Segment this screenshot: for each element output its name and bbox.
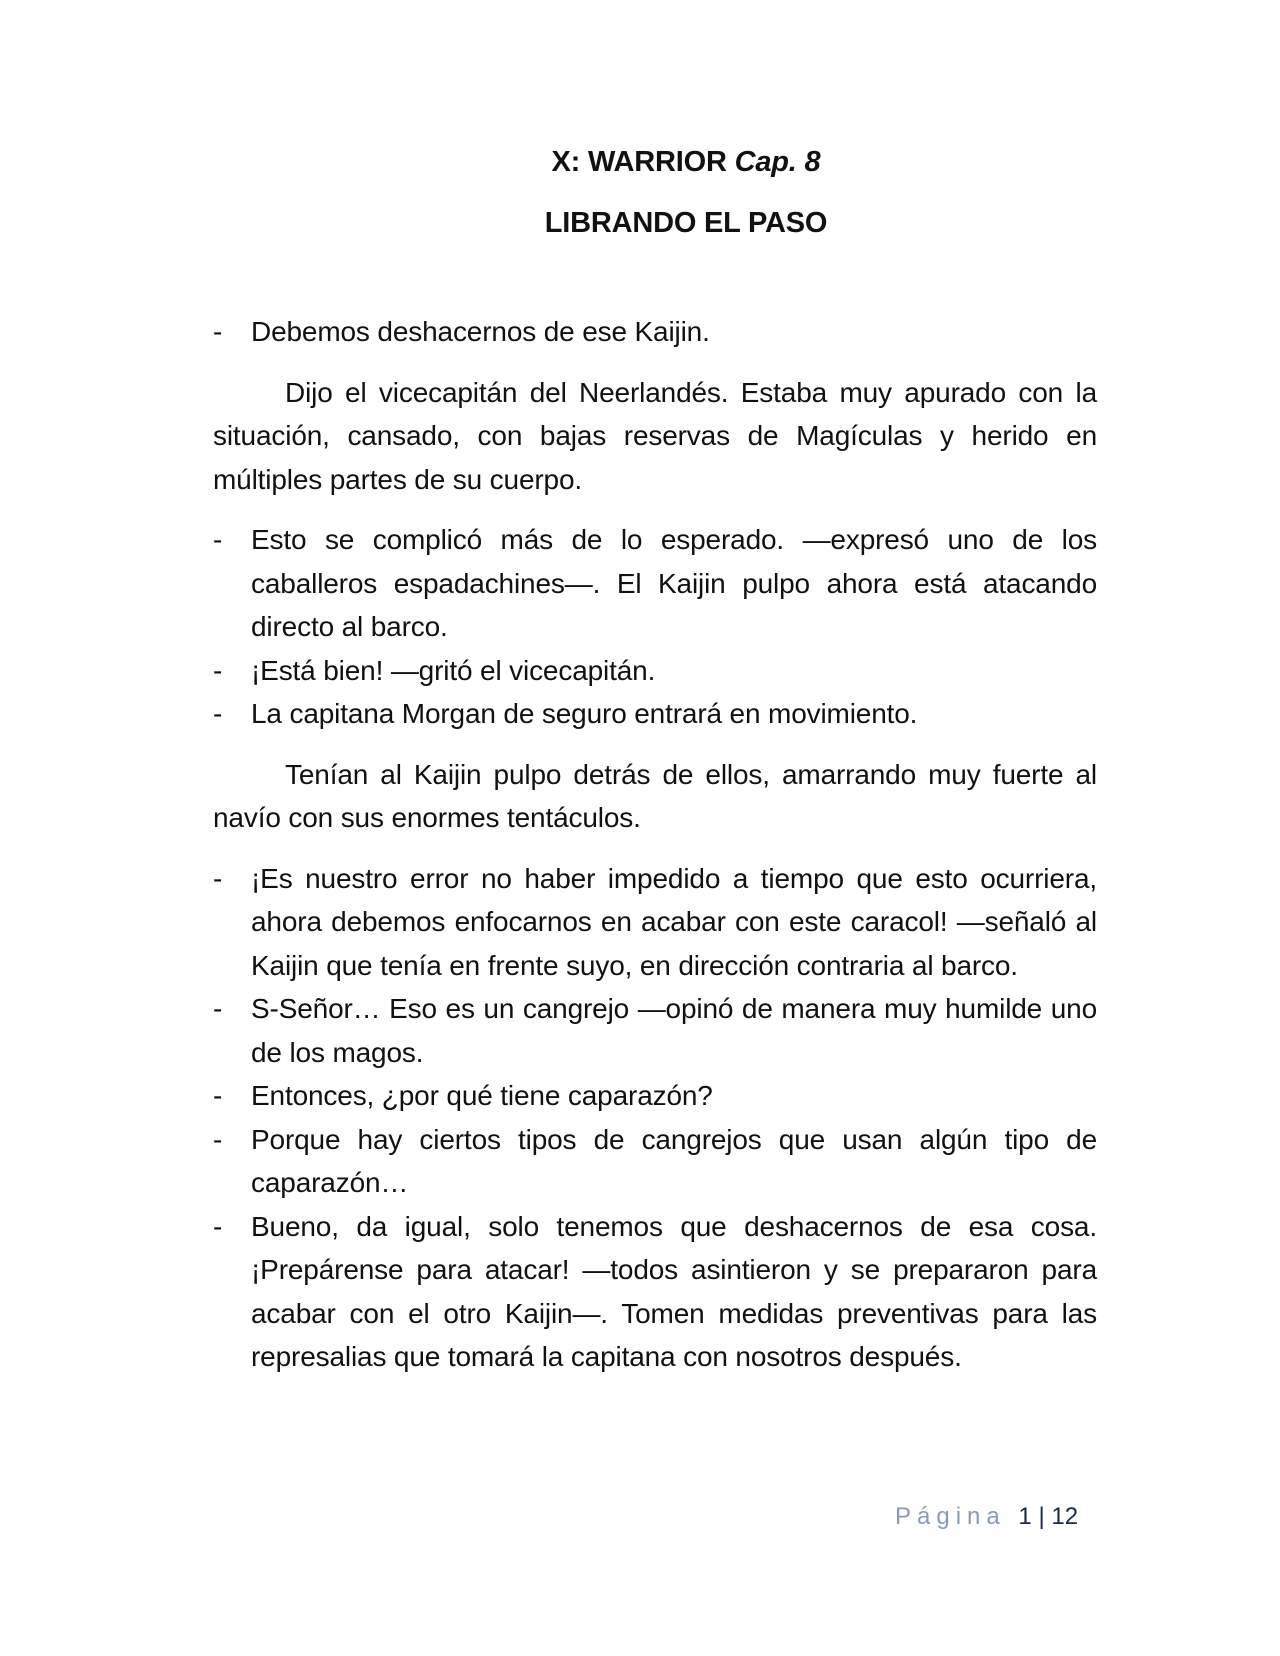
page-total: 12	[1051, 1503, 1079, 1530]
narrative-paragraph: Dijo el vicecapitán del Neerlandés. Estaba muy apurado con la situación, cansado, con bajas reservas de Magículas y herido en múltiples partes de su cuerpo.	[213, 376, 1097, 495]
dialogue-line	[213, 987, 1097, 1074]
chapter-title	[46, 146, 1280, 179]
dialogue-line	[213, 310, 1097, 354]
chapter-number: Cap. 8	[734, 146, 821, 178]
dialogue-text: ¡Está bien! —gritó el vicecapitán.	[251, 654, 656, 686]
dialogue-dash: -	[213, 316, 223, 347]
dialogue-line	[213, 1118, 1097, 1205]
dialogue-line	[213, 692, 1097, 736]
dialogue-line	[213, 857, 1097, 988]
dialogue-text: Porque hay ciertos tipos de cangrejos que usan algún tipo de caparazón…	[251, 1123, 1097, 1198]
body-text	[213, 310, 1097, 1379]
dialogue-dash: -	[213, 524, 223, 555]
chapter-series: X: WARRIOR	[551, 146, 727, 178]
dialogue-text: Bueno, da igual, solo tenemos que deshacernos de esa cosa. ¡Prepárense para atacar! —todos asintieron y se prepararon para acabar con el otro Kaijin—. Tomen medidas preventivas para las represalias que tomará la capitana con nosotros después.	[251, 1210, 1097, 1372]
dialogue-line	[213, 1205, 1097, 1379]
dialogue-line	[213, 518, 1097, 649]
dialogue-text: Debemos deshacernos de ese Kaijin.	[251, 316, 710, 347]
dialogue-dash: -	[213, 1080, 223, 1111]
dialogue-text: Esto se complicó más de lo esperado. —expresó uno de los caballeros espadachines—. El Kaijin pulpo ahora está atacando directo al barco.	[251, 524, 1097, 642]
dialogue-line	[213, 649, 1097, 693]
narrative-paragraph: Tenían al Kaijin pulpo detrás de ellos, amarrando muy fuerte al navío con sus enormes tentáculos.	[213, 758, 1097, 833]
dialogue-dash: -	[213, 993, 223, 1024]
page-footer	[895, 1503, 1078, 1531]
dialogue-text: Entonces, ¿por qué tiene caparazón?	[251, 1080, 713, 1111]
dialogue-text: ¡Es nuestro error no haber impedido a tiempo que esto ocurriera, ahora debemos enfocarnos en acabar con este caracol! —señaló al Kaijin que tenía en frente suyo, en dirección contraria al barco.	[251, 862, 1097, 981]
dialogue-text: S-Señor… Eso es un cangrejo —opinó de manera muy humilde uno de los magos.	[251, 993, 1097, 1068]
dialogue-dash: -	[213, 698, 223, 729]
chapter-subtitle: LIBRANDO EL PASO	[544, 207, 828, 239]
dialogue-dash: -	[213, 862, 223, 894]
dialogue-text: La capitana Morgan de seguro entrará en movimiento.	[251, 698, 918, 729]
page-separator: |	[1038, 1503, 1045, 1530]
page-label: Página	[895, 1503, 1006, 1530]
dialogue-line	[213, 1074, 1097, 1118]
dialogue-dash: -	[213, 654, 223, 686]
page-number: 1	[1018, 1503, 1032, 1530]
dialogue-dash: -	[213, 1210, 223, 1242]
dialogue-dash: -	[213, 1123, 223, 1155]
